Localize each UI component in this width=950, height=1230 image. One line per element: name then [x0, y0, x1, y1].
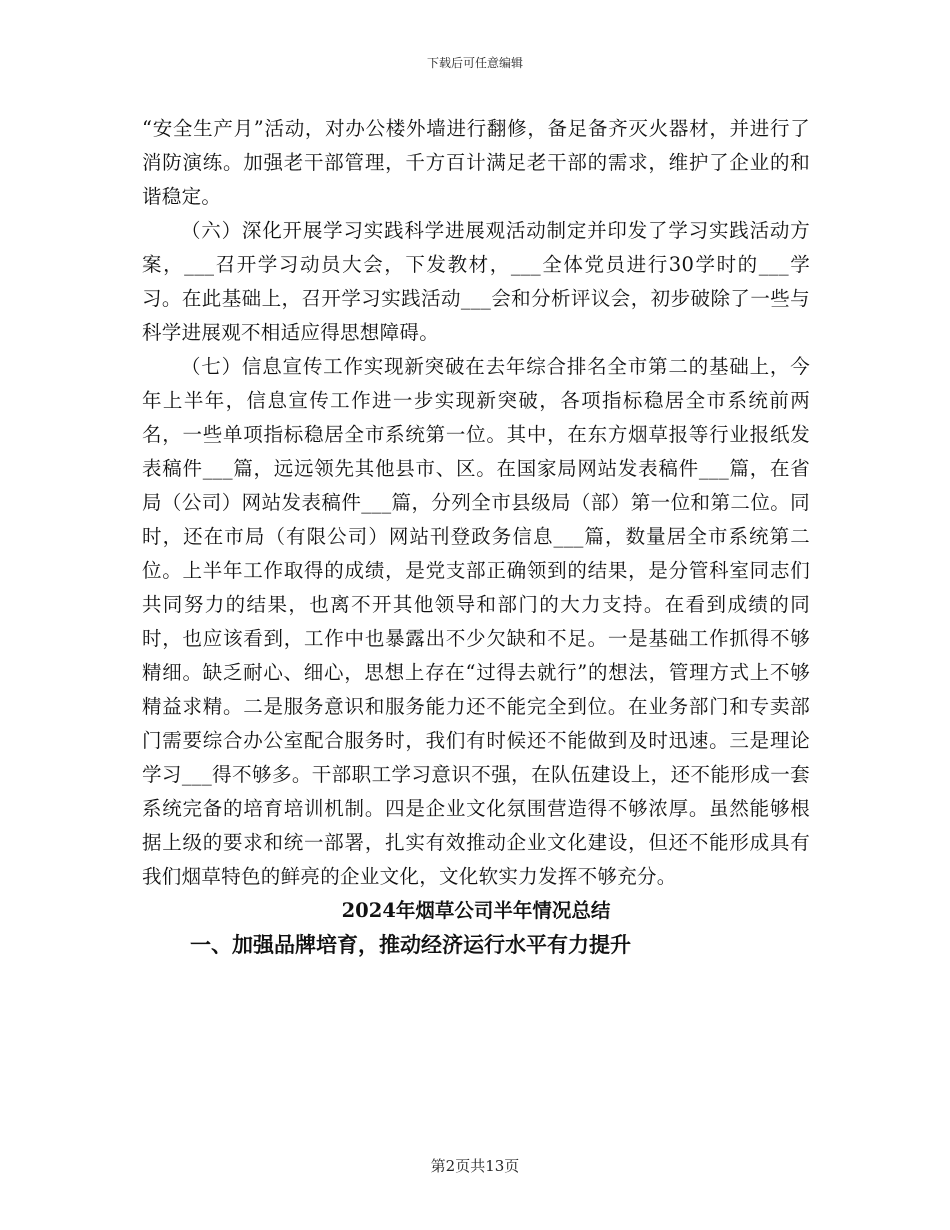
paragraph-section-six: （六）深化开展学习实践科学进展观活动制定并印发了学习实践活动方案，___召开学习动员大会，下发教材，___全体党员进行30学时的___学习。在此基础上，召开学习实践活动___会和分析评议会，初步破除了一些与科学进展观不相适应得思想障碍。 — [142, 219, 810, 344]
paragraph-continuation: “安全生产月”活动，对办公楼外墙进行翻修，备足备齐灭火器材，并进行了消防演练。加强老干部管理，千方百计满足老干部的需求，维护了企业的和谐稳定。 — [142, 117, 810, 208]
paragraph-section-seven: （七）信息宣传工作实现新突破在去年综合排名全市第二的基础上，今年上半年，信息宣传工作进一步实现新突破，各项指标稳居全市系统前两名，一些单项指标稳居全市系统第一位。其中，在东方烟草报等行业报纸发表稿件___篇，远远领先其他县市、区。在国家局网站发表稿件___篇，在省局（公司）网站发表稿件___篇，分列全市县级局（部）第一位和第二位。同时，还在市局（有限公司）网站刊登政务信息___篇，数量居全市系统第二位。上半年工作取得的成绩，是党支部正确领到的结果，是分管科室同志们共同努力的结果，也离不开其他领导和部门的大力支持。在看到成绩的同时，也应该看到，工作中也暴露出不少欠缺和不足。一是基础工作抓得不够精细。缺乏耐心、细心，思想上存在“过得去就行”的想法，管理方式上不够精益求精。二是服务意识和服务能力还不能完全到位。在业务部门和专卖部门需要综合办公室配合服务时，我们有时候还不能做到及时迅速。三是理论学习___得不够多。干部职工学习意识不强，在队伍建设上，还不能形成一套系统完备的培育培训机制。四是企业文化氛围营造得不够浓厚。虽然能够根据上级的要求和统一部署，扎实有效推动企业文化建设，但还不能形成具有我们烟草特色的鲜亮的企业文化，文化软实力发挥不够充分。 — [142, 355, 810, 888]
page-number: 第2页共13页 — [430, 1157, 520, 1175]
document-title: 2024年烟草公司半年情况总结 — [341, 899, 611, 922]
section-heading: 一、加强品牌培育，推动经济运行水平有力提升 — [190, 932, 631, 957]
page-header-note: 下载后可任意编辑 — [426, 56, 523, 70]
document-body — [142, 112, 810, 962]
